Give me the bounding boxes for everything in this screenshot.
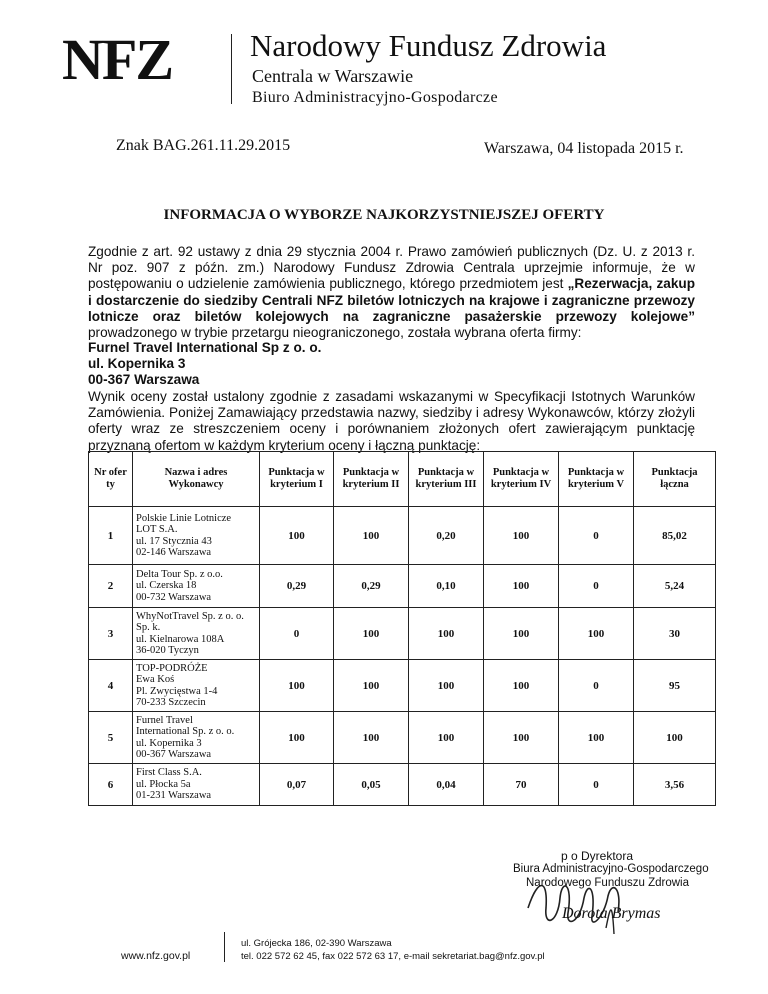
header-k4: Punktacja w kryterium IV bbox=[484, 452, 559, 507]
cell-name-line: ul. 17 Stycznia 43 bbox=[136, 535, 212, 547]
cell-k1: 100 bbox=[260, 712, 334, 764]
cell-k4: 100 bbox=[484, 712, 559, 764]
org-office: Biuro Administracyjno-Gospodarcze bbox=[252, 89, 498, 106]
table-row bbox=[89, 712, 716, 764]
cell-name bbox=[133, 660, 260, 712]
cell-name-line: TOP-PODRÓŻE bbox=[136, 662, 208, 674]
cell-name-line: WhyNotTravel Sp. z o. o. bbox=[136, 610, 244, 622]
cell-name-line: LOT S.A. bbox=[136, 524, 178, 535]
cell-k5: 100 bbox=[559, 608, 634, 660]
cell-k4: 70 bbox=[484, 764, 559, 806]
footer-address: ul. Grójecka 186, 02-390 Warszawa bbox=[241, 938, 392, 949]
cell-name-line: Sp. k. bbox=[136, 622, 161, 633]
cell-k3: 100 bbox=[409, 660, 484, 712]
cell-k2: 0,29 bbox=[334, 565, 409, 608]
org-name: Narodowy Fundusz Zdrowia bbox=[250, 28, 607, 63]
header-k1: Punktacja w kryterium I bbox=[260, 452, 334, 507]
cell-name bbox=[133, 565, 260, 608]
offers-table bbox=[88, 451, 716, 806]
cell-k3: 100 bbox=[409, 712, 484, 764]
footer-contact: tel. 022 572 62 45, fax 022 572 63 17, e-mail sekretariat.bag@nfz.gov.pl bbox=[241, 951, 545, 962]
cell-k5: 0 bbox=[559, 660, 634, 712]
cell-name-line: 36-020 Tyczyn bbox=[136, 645, 199, 656]
cell-name bbox=[133, 507, 260, 565]
cell-k3: 0,20 bbox=[409, 507, 484, 565]
cell-name-line: 00-732 Warszawa bbox=[136, 591, 212, 603]
cell-k1: 0,07 bbox=[260, 764, 334, 806]
cell-k4: 100 bbox=[484, 608, 559, 660]
cell-nr: 2 bbox=[89, 565, 133, 608]
table-row bbox=[89, 764, 716, 806]
cell-name-line: ul. Płocka 5a bbox=[136, 778, 191, 790]
cell-total: 85,02 bbox=[634, 507, 716, 565]
cell-total: 95 bbox=[634, 660, 716, 712]
cell-k1: 0 bbox=[260, 608, 334, 660]
winner-city: 00-367 Warszawa bbox=[88, 372, 200, 387]
signature-title: p o Dyrektora bbox=[561, 849, 634, 863]
cell-k3: 0,10 bbox=[409, 565, 484, 608]
cell-total: 30 bbox=[634, 608, 716, 660]
footer-divider bbox=[224, 932, 225, 962]
cell-total: 100 bbox=[634, 712, 716, 764]
cell-name-line: 02-146 Warszawa bbox=[136, 547, 212, 558]
cell-k1: 100 bbox=[260, 507, 334, 565]
cell-name-line: Furnel Travel bbox=[136, 714, 193, 726]
cell-name-line: ul. Kielnarowa 108A bbox=[136, 633, 225, 645]
cell-name-line: ul. Czerska 18 bbox=[136, 580, 197, 592]
cell-total: 5,24 bbox=[634, 565, 716, 608]
cell-k3: 0,04 bbox=[409, 764, 484, 806]
cell-k2: 100 bbox=[334, 507, 409, 565]
table-row bbox=[89, 507, 716, 565]
cell-nr: 3 bbox=[89, 608, 133, 660]
cell-nr: 5 bbox=[89, 712, 133, 764]
cell-nr: 6 bbox=[89, 764, 133, 806]
table-row bbox=[89, 565, 716, 608]
org-unit: Centrala w Warszawie bbox=[252, 66, 414, 86]
evaluation-paragraph: Wynik oceny został ustalony zgodnie z zasadami wskazanymi w Specyfikacji Istotnych Warunków Zamówienia. Poniżej Zamawiający przedstawia nazwy, siedziby i adresy Wykonawców, którzy złożyli oferty wraz ze streszczeniem oceny i porównaniem złożonych ofert zawierającym punktację przyznaną ofertom w każdym kryterium oceny i łączną punktację: bbox=[88, 389, 695, 453]
table-row bbox=[89, 608, 716, 660]
signature-org1: Biura Administracyjno-Gospodarczego bbox=[513, 863, 709, 875]
cell-k2: 0,05 bbox=[334, 764, 409, 806]
header-nr: Nr ofer ty bbox=[89, 452, 133, 507]
cell-k5: 0 bbox=[559, 565, 634, 608]
cell-k5: 100 bbox=[559, 712, 634, 764]
nfz-logo: NFZ bbox=[62, 27, 172, 92]
table-header-row bbox=[89, 452, 716, 507]
cell-k2: 100 bbox=[334, 712, 409, 764]
winner-street: ul. Kopernika 3 bbox=[88, 356, 186, 371]
document-title: INFORMACJA O WYBORZE NAJKORZYSTNIEJSZEJ OFERTY bbox=[163, 207, 605, 223]
cell-nr: 4 bbox=[89, 660, 133, 712]
cell-name bbox=[133, 712, 260, 764]
cell-nr: 1 bbox=[89, 507, 133, 565]
cell-name-line: Polskie Linie Lotnicze bbox=[136, 512, 232, 524]
cell-name-line: 01-231 Warszawa bbox=[136, 790, 212, 802]
intro-subject: „Rezerwacja, zakup i dostarczenie do siedziby Centrali NFZ biletów lotniczych na krajowe i zagraniczne przewozy lotnicze oraz biletów kolejowych na zagraniczne pasażerskie przewozy kolejowe” bbox=[88, 276, 695, 324]
cell-name-line: International Sp. z o. o. bbox=[136, 726, 235, 737]
cell-k4: 100 bbox=[484, 565, 559, 608]
table-body bbox=[89, 507, 716, 806]
header-total: Punktacja łączna bbox=[634, 452, 716, 507]
table-row bbox=[89, 660, 716, 712]
cell-name-line: Ewa Koś bbox=[136, 674, 175, 685]
cell-name-line: ul. Kopernika 3 bbox=[136, 737, 202, 749]
cell-name-line: Delta Tour Sp. z o.o. bbox=[136, 568, 223, 580]
cell-k5: 0 bbox=[559, 507, 634, 565]
cell-name-line: First Class S.A. bbox=[136, 767, 202, 779]
footer-website: www.nfz.gov.pl bbox=[121, 950, 191, 962]
header-k5: Punktacja w kryterium V bbox=[559, 452, 634, 507]
signature-org2: Narodowego Funduszu Zdrowia bbox=[526, 877, 690, 889]
intro-part1: Zgodnie z art. 92 ustawy z dnia 29 stycznia 2004 r. Prawo zamówień publicznych (Dz. U. z 2013 r. Nr poz. 907 z późn. zm.) Narodowy Fundusz Zdrowia Centrala uprzejmie informuje, że w postępowaniu o udzielenie zamówienia publicznego, którego przedmiotem jest bbox=[88, 244, 695, 292]
document-date: Warszawa, 04 listopada 2015 r. bbox=[484, 140, 684, 157]
intro-paragraph bbox=[88, 244, 695, 341]
cell-k3: 100 bbox=[409, 608, 484, 660]
cell-name-line: 00-367 Warszawa bbox=[136, 749, 212, 760]
cell-k4: 100 bbox=[484, 507, 559, 565]
cell-k4: 100 bbox=[484, 660, 559, 712]
header-k2: Punktacja w kryterium II bbox=[334, 452, 409, 507]
header-divider bbox=[231, 34, 232, 104]
cell-name-line: Pl. Zwycięstwa 1-4 bbox=[136, 685, 218, 697]
cell-total: 3,56 bbox=[634, 764, 716, 806]
cell-k2: 100 bbox=[334, 608, 409, 660]
cell-k5: 0 bbox=[559, 764, 634, 806]
cell-k2: 100 bbox=[334, 660, 409, 712]
cell-k1: 0,29 bbox=[260, 565, 334, 608]
cell-name-line: 70-233 Szczecin bbox=[136, 697, 206, 708]
cell-name bbox=[133, 764, 260, 806]
cell-k1: 100 bbox=[260, 660, 334, 712]
winner-name: Furnel Travel International Sp z o. o. bbox=[88, 340, 322, 355]
signature-name: Dorota Brymas bbox=[562, 905, 661, 922]
reference-number: Znak BAG.261.11.29.2015 bbox=[116, 137, 291, 154]
footer-address-block bbox=[241, 937, 545, 963]
cell-name bbox=[133, 608, 260, 660]
intro-part2: prowadzonego w trybie przetargu nieograniczonego, została wybrana oferta firmy: bbox=[88, 325, 582, 341]
header-name: Nazwa i adres Wykonawcy bbox=[133, 452, 260, 507]
header-k3: Punktacja w kryterium III bbox=[409, 452, 484, 507]
